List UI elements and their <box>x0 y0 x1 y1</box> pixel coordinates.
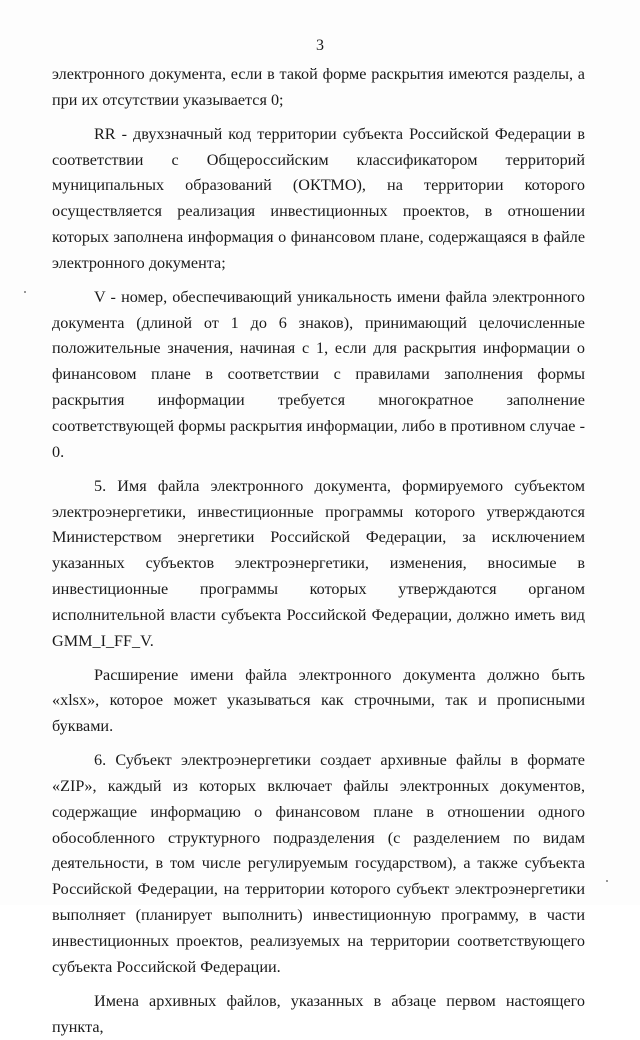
document-body <box>52 62 585 1040</box>
scan-speck <box>606 880 608 882</box>
paragraph-item-5: 5. Имя файла электронного документа, формируемого субъектом электроэнергетики, инвестиционные программы которого утверждаются Министерством энергетики Российской Федерации, за исключением указанных субъектов электроэнергетики, изменения, вносимые в инвестиционные программы которых утверждаются органом исполнительной власти субъекта Российской Федерации, должно иметь вид GMM_I_FF_V. <box>52 476 585 650</box>
scan-speck <box>24 291 26 293</box>
paragraph-archive-names: Имена архивных файлов, указанных в абзаце первом настоящего пункта, <box>52 991 585 1036</box>
paragraph-item-6: 6. Субъект электроэнергетики создает архивные файлы в формате «ZIP», каждый из которых включает файлы электронных документов, содержащие информацию о финансовом плане в отношении одного обособленного структурного подразделения (с разделением по видам деятельности, в том числе регулируемым государством), а также субъекта Российской Федерации, на территории которого субъект электроэнергетики выполняет (планирует выполнить) инвестиционную программу, в части инвестиционных проектов, реализуемых на территории соответствующего субъекта Российской Федерации. <box>52 751 585 976</box>
paragraph-v-definition: V - номер, обеспечивающий уникальность имени файла электронного документа (длиной от 1 до 6 знаков), принимающий целочисленные положительные значения, начиная с 1, если для раскрытия информации о финансовом плане в соответствии с правилами заполнения формы раскрытия информации требуется многократное заполнение соответствующей формы раскрытия информации, либо в противном случае - 0. <box>52 287 585 461</box>
paragraph-continuation: электронного документа, если в такой форме раскрытия имеются разделы, а при их отсутствии указывается 0; <box>52 65 585 109</box>
paragraph-rr-definition: RR - двухзначный код территории субъекта Российской Федерации в соответствии с Общероссийским классификатором территорий муниципальных образований (ОКТМО), на территории которого осуществляется реализация инвестиционных проектов, в отношении которых заполнена информация о финансовом плане, содержащаяся в файле электронного документа; <box>52 124 585 272</box>
page-number: 3 <box>316 37 324 54</box>
paragraph-file-extension: Расширение имени файла электронного документа должно быть «xlsx», которое может указываться как строчными, так и прописными буквами. <box>52 665 585 736</box>
